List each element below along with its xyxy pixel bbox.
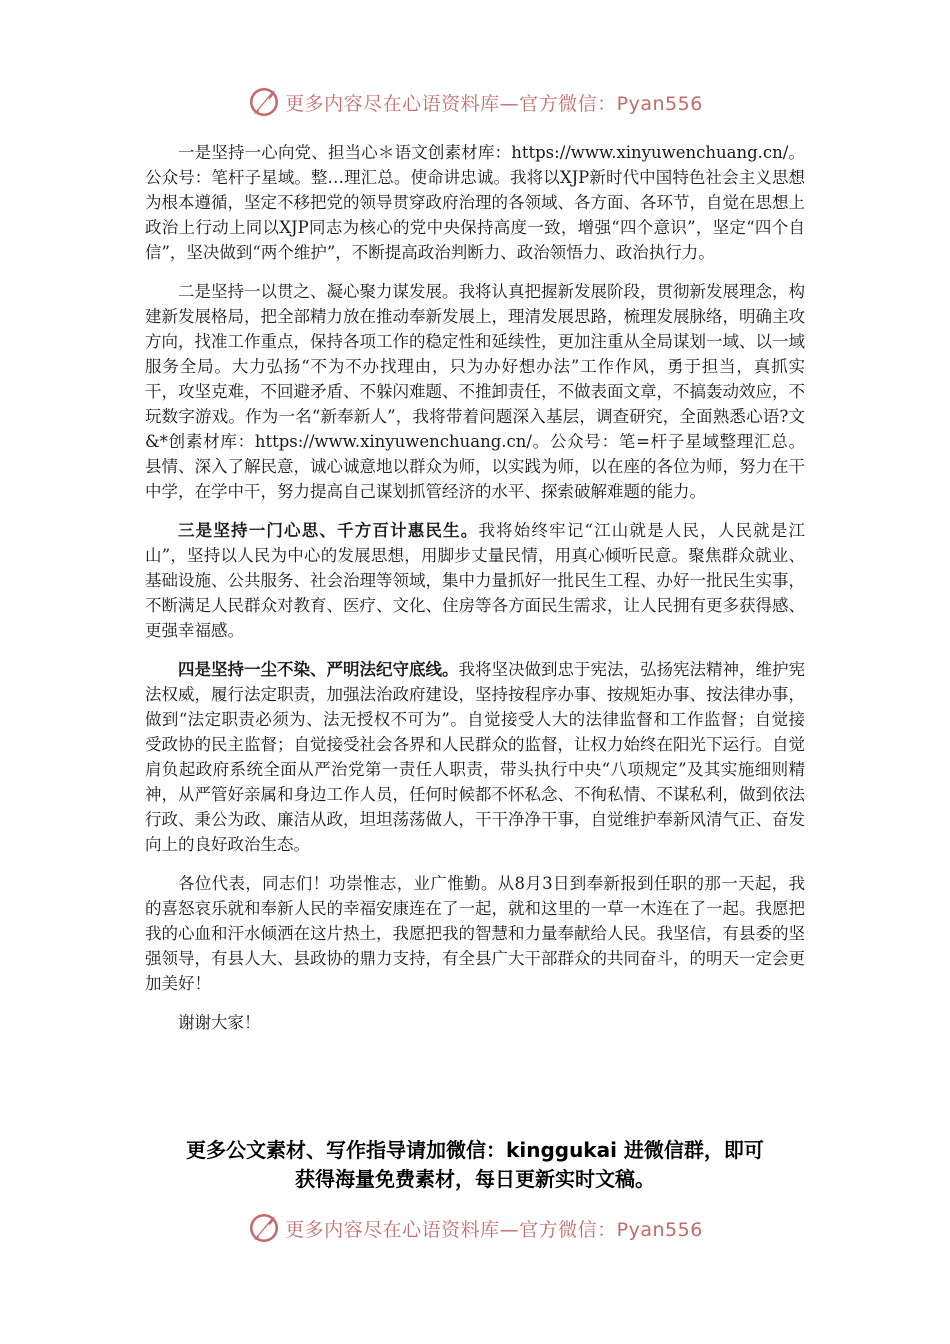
paragraph-text: 我将坚决做到忠于宪法，弘扬宪法精神，维护宪法权威，履行法定职责，加强法治政府建设，坚持按程序办事、按规矩办事、按法律办事，做到“法定职责必须为、法无授权不可为”。自觉接受人大的法律监督和工作监督；自觉接受政协的民主监督；自觉接受社会各界和人民群众的监督，让权力始终在阳光下运行。自觉肩负起政府系统全面从严治党第一责任人职责，带头执行中央“八项规定”及其实施细则精神，从严管好亲属和身边工作人员，任何时候都不怀私念、不徇私情、不谋私利，做到依法行政、秉公为政、廉洁从政，坦坦荡荡做人，干干净净干事，自觉维护奉新风清气正、奋发向上的良好政治生态。 xyxy=(145,660,805,854)
paragraph-5 xyxy=(145,871,805,996)
promo-footer-note xyxy=(100,1136,850,1194)
banner-text: 更多内容尽在心语资料库—官方微信：Pyan556 xyxy=(285,92,703,115)
paragraph-lead: 四是坚持一尘不染、严明法纪守底线。 xyxy=(178,660,459,679)
paragraph-4 xyxy=(145,657,805,857)
promo-line-1: 更多公文素材、写作指导请加微信：kinggukai 进微信群，即可 xyxy=(186,1138,764,1162)
paragraph-3 xyxy=(145,518,805,643)
promo-line-2: 获得海量免费素材，每日更新实时文稿。 xyxy=(295,1167,655,1191)
footer-watermark-banner xyxy=(0,1208,950,1248)
paragraph-text: 各位代表，同志们！功崇惟志，业广惟勤。从8月3日到奉新报到任职的那一天起，我的喜怒哀乐就和奉新人民的幸福安康连在了一起，就和这里的一草一木连在了一起。我愿把我的心血和汗水倾洒在这片热土，我愿把我的智慧和力量奉献给人民。我坚信，有县委的坚强领导，有县人大、县政协的鼎力支持，有全县广大干部群众的共同奋斗，的明天一定会更加美好！ xyxy=(145,874,805,993)
paragraph-lead: 三是坚持一门心思、千方百计惠民生。 xyxy=(178,521,479,540)
paragraph-text: 我将始终牢记“江山就是人民，人民就是江山”，坚持以人民为中心的发展思想，用脚步丈量民情，用真心倾听民意。聚焦群众就业、基础设施、公共服务、社会治理等领域，集中力量抓好一批民生工程、办好一批民生实事，不断满足人民群众对教育、医疗、文化、住房等各方面民生需求，让人民拥有更多获得感、更强幸福感。 xyxy=(145,521,806,640)
paragraph-1 xyxy=(145,140,805,265)
paragraph-text: 一是坚持一心向党、担当心＊语文创素材库：https://www.xinyuwenchuang.cn/。公众号：笔杆子星域。整…理汇总。使命讲忠诚。我将以XJP新时代中国特色社会主义思想为根本遵循，坚定不移把党的领导贯穿政府治理的各领域、各方面、各环节，自觉在思想上政治上行动上同以XJP同志为核心的党中央保持高度一致，增强“四个意识”，坚定“四个自信”，坚决做到“两个维护”，不断提高政治判断力、政治领悟力、政治执行力。 xyxy=(145,143,805,262)
paragraph-2 xyxy=(145,279,805,504)
pen-quill-logo-icon xyxy=(247,85,281,119)
paragraph-text: 谢谢大家！ xyxy=(178,1013,261,1032)
document-body xyxy=(145,140,805,1049)
paragraph-text: 二是坚持一以贯之、凝心聚力谋发展。我将认真把握新发展阶段，贯彻新发展理念，构建新发展格局，把全部精力放在推动奉新发展上，理清发展思路，梳理发展脉络，明确主攻方向，找准工作重点，保持各项工作的稳定性和延续性，更加注重从全局谋划一域、以一域服务全局。大力弘扬“不为不办找理由，只为办好想办法”工作作风，勇于担当，真抓实干，攻坚克难，不回避矛盾、不躲闪难题、不推卸责任，不做表面文章，不搞轰动效应，不玩数字游戏。作为一名“新奉新人”，我将带着问题深入基层，调查研究，全面熟悉心语?文&*创素材库：https://www.xinyuwenchuang.cn/。公众号：笔=杆子星域整理汇总。县情、深入了解民意，诚心诚意地以群众为师，以实践为师，以在座的各位为师，努力在干中学，在学中干，努力提高自己谋划抓管经济的水平、探索破解难题的能力。 xyxy=(145,282,805,501)
pen-quill-logo-icon xyxy=(247,1211,281,1245)
banner-text: 更多内容尽在心语资料库—官方微信：Pyan556 xyxy=(285,1218,703,1241)
header-watermark-banner xyxy=(0,82,950,122)
paragraph-closing xyxy=(145,1010,805,1035)
